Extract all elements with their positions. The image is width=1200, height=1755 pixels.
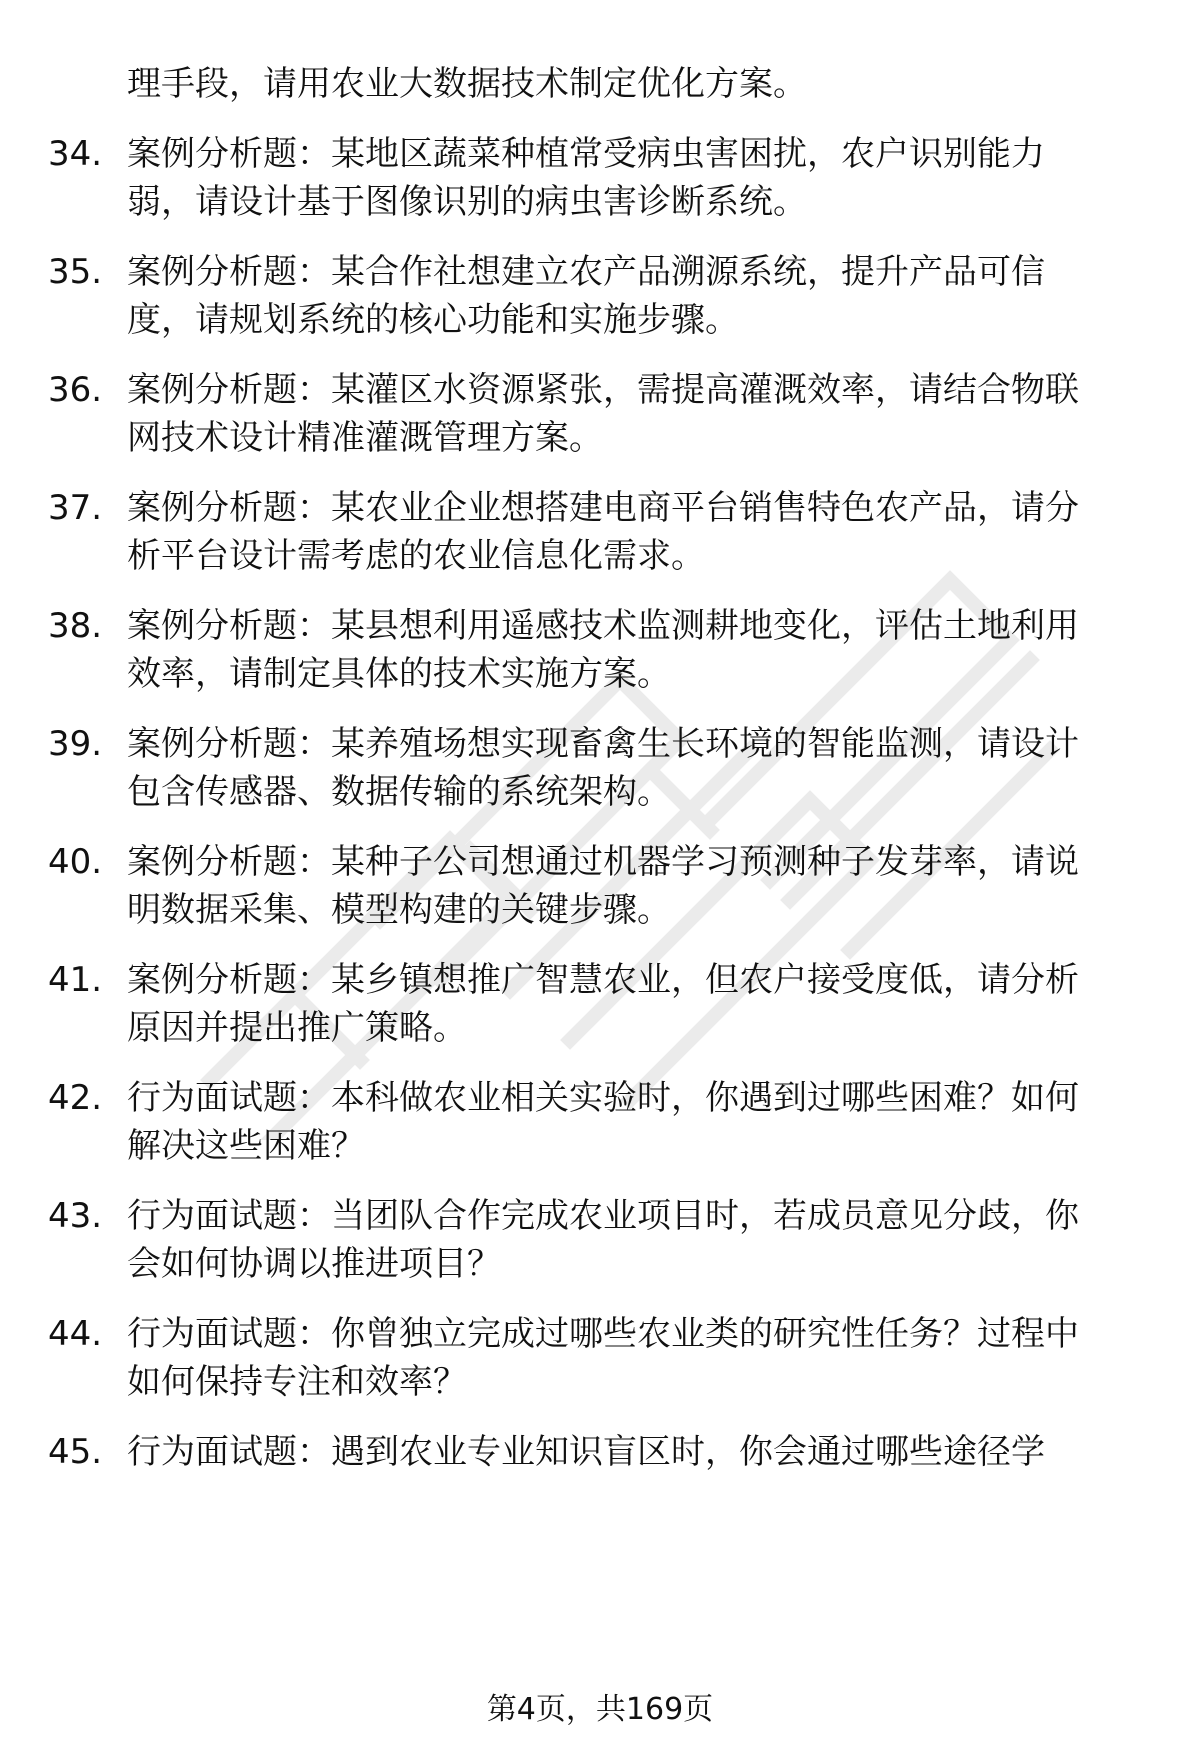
question-text-line: 度，请规划系统的核心功能和实施步骤。 [127, 300, 739, 340]
question-number: 37. [48, 488, 103, 528]
question-number: 38. [48, 606, 103, 646]
question-text-line: 行为面试题：当团队合作完成农业项目时，若成员意见分歧，你 [127, 1196, 1079, 1236]
continuation-line: 理手段，请用农业大数据技术制定优化方案。 [127, 64, 807, 104]
question-text-line: 案例分析题：某合作社想建立农产品溯源系统，提升产品可信 [127, 252, 1045, 292]
question-text-line: 案例分析题：某养殖场想实现畜禽生长环境的智能监测，请设计 [127, 724, 1079, 764]
question-text-line: 解决这些困难？ [127, 1126, 365, 1166]
question-number: 45. [48, 1432, 103, 1472]
question-number: 42. [48, 1078, 103, 1118]
question-text-line: 析平台设计需考虑的农业信息化需求。 [127, 536, 705, 576]
question-text-line: 行为面试题：你曾独立完成过哪些农业类的研究性任务？过程中 [127, 1314, 1079, 1354]
question-number: 44. [48, 1314, 103, 1354]
question-text-line: 包含传感器、数据传输的系统架构。 [127, 772, 671, 812]
question-text-line: 行为面试题：本科做农业相关实验时，你遇到过哪些困难？如何 [127, 1078, 1079, 1118]
question-number: 35. [48, 252, 103, 292]
question-text-line: 效率，请制定具体的技术实施方案。 [127, 654, 671, 694]
question-number: 36. [48, 370, 103, 410]
question-text-line: 行为面试题：遇到农业专业知识盲区时，你会通过哪些途径学 [127, 1432, 1045, 1472]
question-text-line: 如何保持专注和效率？ [127, 1362, 467, 1402]
question-text-line: 网技术设计精准灌溉管理方案。 [127, 418, 603, 458]
question-text-line: 案例分析题：某农业企业想搭建电商平台销售特色农产品，请分 [127, 488, 1079, 528]
question-text-line: 会如何协调以推进项目？ [127, 1244, 501, 1284]
question-text-line: 弱，请设计基于图像识别的病虫害诊断系统。 [127, 182, 807, 222]
question-number: 43. [48, 1196, 103, 1236]
question-number: 41. [48, 960, 103, 1000]
question-text-line: 明数据采集、模型构建的关键步骤。 [127, 890, 671, 930]
question-text-line: 原因并提出推广策略。 [127, 1008, 467, 1048]
question-text-line: 案例分析题：某灌区水资源紧张，需提高灌溉效率，请结合物联 [127, 370, 1079, 410]
page-footer [0, 1688, 1200, 1732]
page-number-label: 第4页，共169页 [486, 1692, 714, 1727]
question-text-line: 案例分析题：某种子公司想通过机器学习预测种子发芽率，请说 [127, 842, 1079, 882]
question-text-line: 案例分析题：某地区蔬菜种植常受病虫害困扰，农户识别能力 [127, 134, 1045, 174]
question-number: 40. [48, 842, 103, 882]
question-text-line: 案例分析题：某乡镇想推广智慧农业，但农户接受度低，请分析 [127, 960, 1079, 1000]
question-number: 34. [48, 134, 103, 174]
question-text-line: 案例分析题：某县想利用遥感技术监测耕地变化，评估土地利用 [127, 606, 1079, 646]
question-number: 39. [48, 724, 103, 764]
